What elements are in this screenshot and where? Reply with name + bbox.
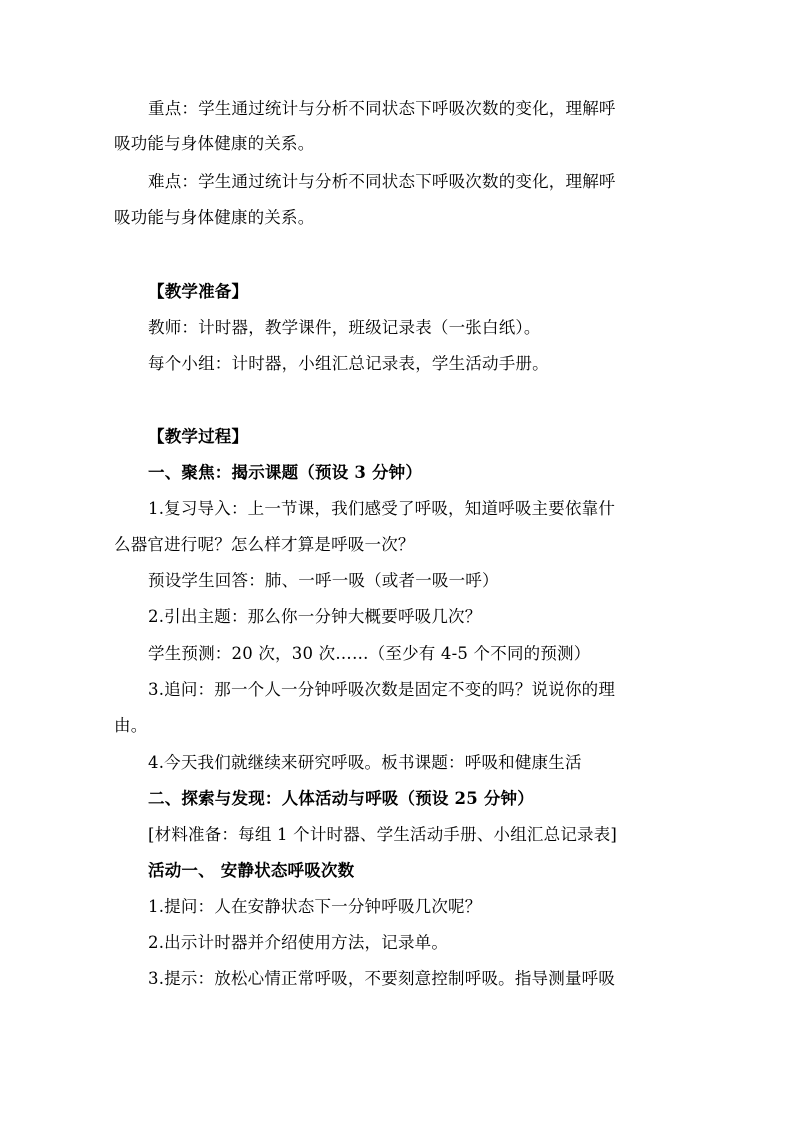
subheading-focus: 一、聚焦：揭示课题（预设 3 分钟） (148, 463, 423, 482)
difficulty-line-2: 吸功能与身体健康的关系。 (114, 208, 315, 227)
materials-note: [材料准备：每组 1 个计时器、学生活动手册、小组汇总记录表] (148, 825, 618, 844)
step-4: 4.今天我们就继续来研究呼吸。板书课题：呼吸和健康生活 (148, 753, 582, 772)
step-1-line-2: 么器官进行呢？怎么样才算是呼吸一次？ (114, 535, 415, 554)
section-heading-preparation: 【教学准备】 (148, 282, 249, 301)
key-point-line-1: 重点：学生通过统计与分析不同状态下呼吸次数的变化，理解呼 (148, 99, 616, 118)
difficulty-line-1: 难点：学生通过统计与分析不同状态下呼吸次数的变化，理解呼 (148, 172, 616, 191)
step-3-line-2: 由。 (114, 716, 148, 735)
step-2: 2.引出主题：那么你一分钟大概要呼吸几次？ (148, 607, 482, 626)
preparation-group: 每个小组：计时器，小组汇总记录表，学生活动手册。 (148, 354, 549, 373)
activity-1-step-1: 1.提问：人在安静状态下一分钟呼吸几次呢？ (148, 897, 482, 916)
section-heading-process: 【教学过程】 (148, 427, 249, 446)
activity-1-step-3: 3.提示：放松心情正常呼吸，不要刻意控制呼吸。指导测量呼吸 (148, 969, 616, 988)
preparation-teacher: 教师：计时器，教学课件，班级记录表（一张白纸）。 (148, 318, 541, 337)
activity-1-heading: 活动一、 安静状态呼吸次数 (148, 861, 355, 880)
student-prediction: 学生预测：20 次，30 次……（至少有 4-5 个不同的预测） (148, 644, 591, 663)
key-point-line-2: 吸功能与身体健康的关系。 (114, 134, 315, 153)
subheading-explore: 二、探索与发现：人体活动与呼吸（预设 25 分钟） (148, 789, 534, 808)
expected-answer: 预设学生回答：肺、一呼一吸（或者一吸一呼） (148, 571, 499, 590)
step-1-line-1: 1.复习导入：上一节课，我们感受了呼吸，知道呼吸主要依靠什 (148, 499, 616, 518)
step-3-line-1: 3.追问：那一个人一分钟呼吸次数是固定不变的吗？说说你的理 (148, 680, 616, 699)
activity-1-step-2: 2.出示计时器并介绍使用方法，记录单。 (148, 933, 449, 952)
